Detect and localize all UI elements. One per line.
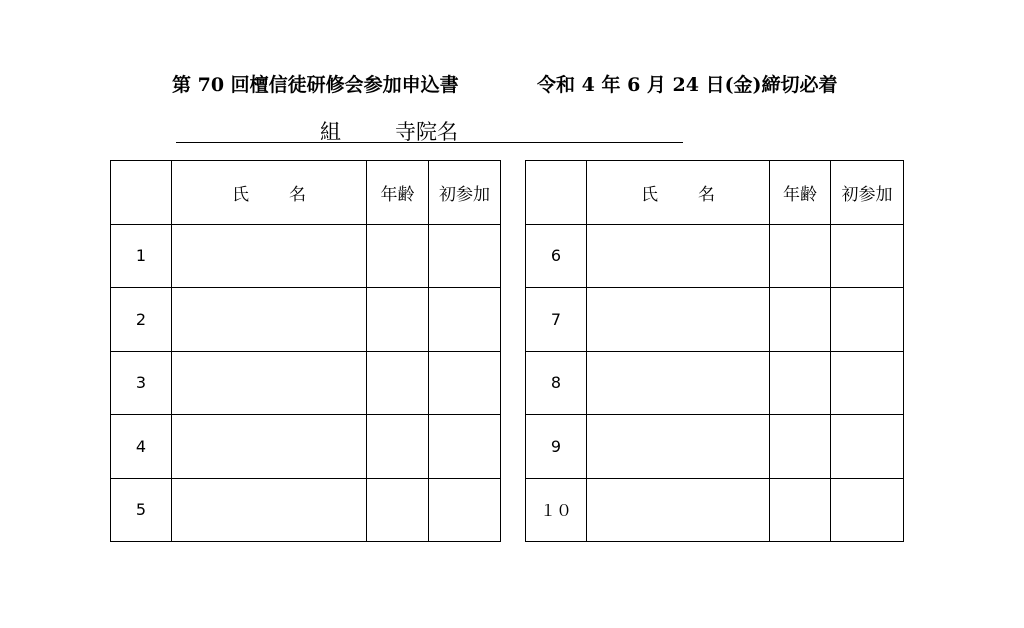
number-header-cell [526,161,587,225]
name-header [172,161,367,225]
table-row [526,415,904,479]
name-field[interactable] [172,415,367,479]
name-field[interactable] [172,224,367,288]
first-time-field[interactable] [429,224,501,288]
table-row [526,351,904,415]
table-row [526,224,904,288]
name-header-first: 氏 [232,184,249,205]
first-time-header: 初参加 [831,161,904,225]
row-number: 6 [526,224,587,288]
age-field[interactable] [770,478,831,542]
row-number: 1 [111,224,172,288]
first-time-field[interactable] [429,478,501,542]
name-field[interactable] [587,478,770,542]
table-row [111,478,501,542]
row-number: 4 [111,415,172,479]
form-title: 第 70 回檀信徒研修会参加申込書 [172,74,459,96]
age-field[interactable] [770,288,831,352]
roster-table-left [110,160,501,542]
age-field[interactable] [770,351,831,415]
row-number: 7 [526,288,587,352]
age-field[interactable] [367,288,429,352]
row-number: 2 [111,288,172,352]
first-time-header: 初参加 [429,161,501,225]
table-row [526,478,904,542]
roster-table-right [525,160,904,542]
table-row [111,288,501,352]
row-number: 9 [526,415,587,479]
table-header-row [526,161,904,225]
age-field[interactable] [770,415,831,479]
row-number: 5 [111,478,172,542]
age-header: 年齢 [770,161,831,225]
age-field[interactable] [367,478,429,542]
name-field[interactable] [172,351,367,415]
table-row [111,351,501,415]
first-time-field[interactable] [429,288,501,352]
age-field[interactable] [367,351,429,415]
table-row [111,415,501,479]
name-field[interactable] [587,351,770,415]
age-field[interactable] [367,415,429,479]
table-header-row [111,161,501,225]
name-field[interactable] [587,288,770,352]
name-header-first: 氏 [641,184,658,205]
age-field[interactable] [770,224,831,288]
row-number: 8 [526,351,587,415]
first-time-field[interactable] [831,351,904,415]
age-field[interactable] [367,224,429,288]
first-time-field[interactable] [831,415,904,479]
row-number: 3 [111,351,172,415]
first-time-field[interactable] [831,224,904,288]
first-time-field[interactable] [429,415,501,479]
group-label: 組 [320,120,341,144]
name-field[interactable] [587,415,770,479]
number-header-cell [111,161,172,225]
name-header-second: 名 [289,184,306,205]
table-row [526,288,904,352]
first-time-field[interactable] [831,478,904,542]
name-field[interactable] [172,288,367,352]
first-time-field[interactable] [831,288,904,352]
temple-name-label: 寺院名 [395,120,458,144]
deadline-text: 令和 4 年 6 月 24 日(金)締切必着 [537,74,838,96]
name-header-second: 名 [698,184,715,205]
name-field[interactable] [587,224,770,288]
name-field[interactable] [172,478,367,542]
age-header: 年齢 [367,161,429,225]
row-number: １０ [526,478,587,542]
table-row [111,224,501,288]
name-header [587,161,770,225]
first-time-field[interactable] [429,351,501,415]
